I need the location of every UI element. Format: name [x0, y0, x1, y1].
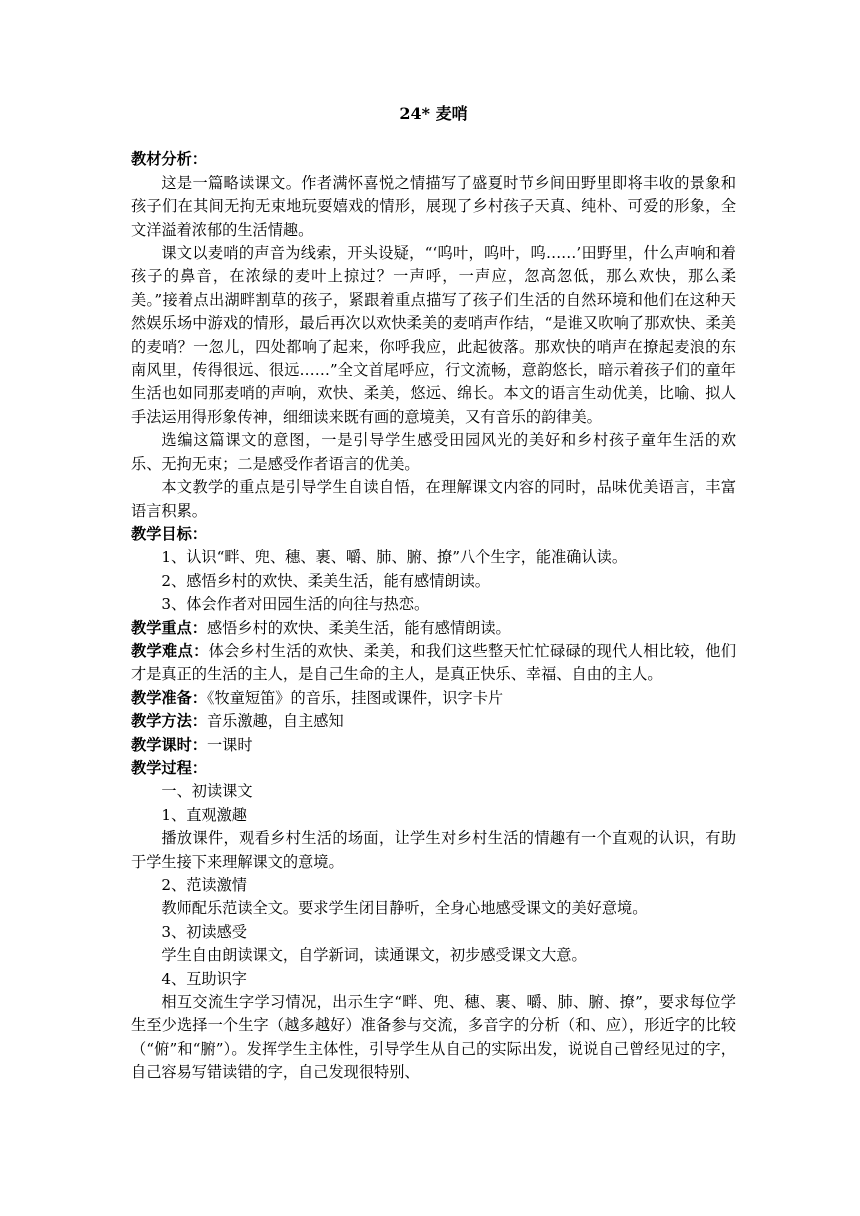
method-label: 教学方法： — [131, 712, 207, 731]
prep-row — [131, 687, 736, 710]
document-page — [131, 102, 736, 1085]
step-title: 2、范读激情 — [161, 876, 247, 894]
focus-row — [131, 617, 736, 640]
difficulty-row — [131, 640, 736, 687]
analysis-paragraph: 选编这篇课文的意图，一是引导学生感受田园风光的美好和乡村孩子童年生活的欢乐、无拘无束；二是感受作者语言的优美。 — [131, 431, 736, 473]
difficulty-text: 体会乡村生活的欢快、柔美，和我们这些整天忙忙碌碌的现代人相比较，他们才是真正的生活的主人，是自己生命的主人，是真正快乐、幸福、自由的主人。 — [131, 641, 737, 684]
process-part-title: 一、初读课文 — [161, 782, 253, 801]
prep-label: 教学准备： — [131, 688, 207, 707]
method-text: 音乐激趣，自主感知 — [206, 712, 344, 731]
step-title: 4、互助识字 — [161, 969, 247, 988]
page-title: 24* 麦哨 — [399, 104, 468, 123]
prep-text: 《牧童短笛》的音乐，挂图或课件，识字卡片 — [206, 688, 504, 707]
hours-row — [131, 734, 736, 757]
analysis-paragraph: 这是一篇略读课文。作者满怀喜悦之情描写了盛夏时节乡间田野里即将丰收的景象和孩子们在其间无拘无束地玩耍嬉戏的情形，展现了乡村孩子天真、纯朴、可爱的形象，全文洋溢着浓郁的生活情趣。 — [131, 173, 736, 239]
step-text: 相互交流生字学习情况，出示生字“畔、兜、穗、裹、嚼、肺、腑、撩”，要求每位学生至少选择一个生字（越多越好）准备参与交流，多音字的分析（和、应），形近字的比较（“俯”和“腑”）。发挥学生主体性，引导学生从自己的实际出发，说说自己曾经见过的字，自己容易写错读错的字，自己发现很特别、 — [131, 993, 736, 1082]
goal-item: 1、认识“畔、兜、穗、裹、嚼、肺、腑、撩”八个生字，能准确认读。 — [161, 548, 628, 567]
step-title: 1、直观激趣 — [161, 805, 247, 824]
analysis-heading: 教材分析： — [131, 150, 207, 169]
goal-item: 2、感悟乡村的欢快、柔美生活，能有感情朗读。 — [161, 571, 490, 590]
hours-label: 教学课时： — [131, 735, 207, 754]
step-title: 3、初读感受 — [161, 922, 247, 941]
step-text: 学生自由朗读课文，自学新词，读通课文，初步感受课文大意。 — [161, 946, 587, 965]
goals-heading: 教学目标： — [131, 524, 207, 543]
step-text: 教师配乐范读全文。要求学生闭目静听，全身心地感受课文的美好意境。 — [161, 899, 648, 918]
process-heading: 教学过程： — [131, 758, 207, 777]
focus-label: 教学重点： — [131, 618, 207, 637]
analysis-paragraph: 课文以麦哨的声音为线索，开头设疑，“‘呜叶，呜叶，呜……’田野里，什么声响和着孩子的鼻音，在浓绿的麦叶上掠过？一声呼，一声应，忽高忽低，那么欢快，那么柔美。”接着点出湖畔割草的孩子，紧跟着重点描写了孩子们生活的自然环境和他们在这种天然娱乐场中游戏的情形，最后再次以欢快柔美的麦哨声作结，“是谁又吹响了那欢快、柔美的麦哨？一忽儿，四处都响了起来，你呼我应，此起彼落。那欢快的哨声在撩起麦浪的东南风里，传得很远、很远……”全文首尾呼应，行文流畅，意韵悠长，暗示着孩子们的童年生活也如同那麦哨的声响，欢快、柔美，悠远、绵长。本文的语言生动优美，比喻、拟人手法运用得形象传神，细细读来既有画的意境美，又有音乐的韵律美。 — [131, 244, 736, 426]
hours-text: 一课时 — [206, 735, 253, 754]
goal-item: 3、体会作者对田园生活的向往与热恋。 — [161, 595, 430, 614]
focus-text: 感悟乡村的欢快、柔美生活，能有感情朗读。 — [206, 618, 511, 637]
analysis-paragraph: 本文教学的重点是引导学生自读自悟，在理解课文内容的同时，品味优美语言，丰富语言积累。 — [131, 478, 736, 520]
method-row — [131, 710, 736, 733]
difficulty-label: 教学难点： — [131, 641, 209, 660]
step-text: 播放课件，观看乡村生活的场面，让学生对乡村生活的情趣有一个直观的认识，有助于学生接下来理解课文的意境。 — [131, 829, 736, 871]
